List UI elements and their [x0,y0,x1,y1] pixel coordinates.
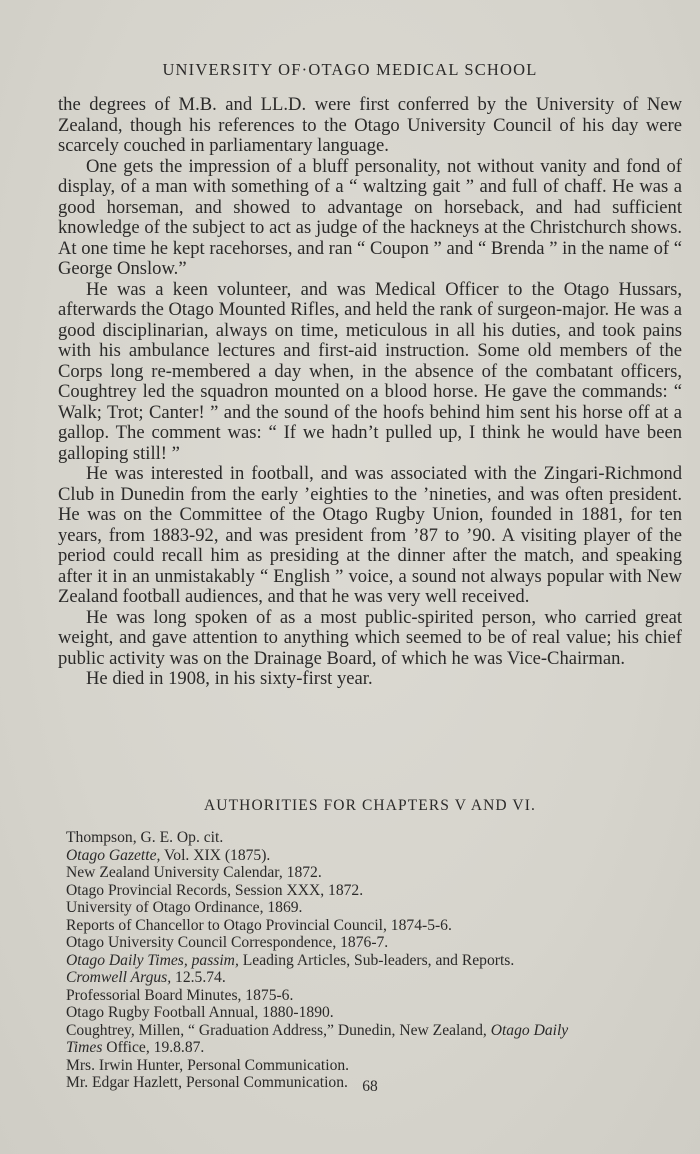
reference-item: Otago Provincial Records, Session XXX, 1872. [66,881,364,899]
reference-item: Professorial Board Minutes, 1875-6. [66,986,294,1004]
reference-item: Otago University Council Correspondence, 1876-7. [66,934,389,951]
body-text [58,95,682,690]
reference-item: Otago Gazette, Vol. XIX (1875). [66,846,271,864]
section-heading: AUTHORITIES FOR CHAPTERS V AND VI. [204,797,536,814]
reference-item: Reports of Chancellor to Otago Provincial Council, 1874-5-6. [66,916,452,934]
paragraph: the degrees of M.B. and LL.D. were first conferred by the University of New Zealand, though his references to the Otago University Council of his day were scarcely couched in parliamentary language. [58,94,682,156]
paragraph: He was a keen volunteer, and was Medical Officer to the Otago Hussars, afterwards the Otago Mounted Rifles, and held the rank of surgeon-major. He was a good disciplinarian, always on time, meticulous in all his duties, and took pains with his ambulance lectures and first-aid instruction. Some old members of the Corps long re-membered a day when, in the absence of the combatant officers, Coughtrey led the squadron mounted on a blood horse. He gave the commands: “ Walk; Trot; Canter! ” and the sound of the hoofs behind him sent his horse off at a gallop. The comment was: “ If we hadn’t pulled up, I think he would have been galloping still! ” [58,278,682,464]
paragraph: One gets the impression of a bluff personality, not without vanity and fond of display, of a man with something of a “ waltzing gait ” and full of chaff. He was a good horseman, and showed to advantage on horseback, and had sufficient knowledge of the subject to act as judge of the hackneys at the Christchurch shows. At one time he kept racehorses, and ran “ Coupon ” and “ Brenda ” in the name of “ George Onslow.” [58,155,682,279]
reference-item: Otago Daily Times, passim, Leading Articles, Sub-leaders, and Reports. [66,951,515,969]
reference-item: Otago Rugby Football Annual, 1880-1890. [66,1004,334,1021]
running-head: UNIVERSITY OF·OTAGO MEDICAL SCHOOL [162,60,538,79]
paragraph: He was interested in football, and was associated with the Zingari-Richmond Club in Dunedin from the early ’eighties to the ’nineties, and was often president. He was on the Committee of the Otago Rugby Union, founded in 1881, for ten years, from 1883-92, and was president from ’87 to ’90. A visiting player of the period could recall him as presiding at the dinner after the match, and speaking after it in an unmistakably “ English ” voice, a sound not always popular with New Zealand football audiences, and that he was very well received. [58,463,682,607]
reference-item: Coughtrey, Millen, “ Graduation Address,” Dunedin, New Zealand, Otago Daily Times Office, 19.8.87. [66,1021,569,1056]
reference-item: Thompson, G. E. Op. cit. [66,829,224,846]
page-number: 68 [362,1078,378,1095]
reference-item: New Zealand University Calendar, 1872. [66,864,322,881]
reference-item: University of Otago Ordinance, 1869. [66,899,303,916]
reference-list [66,829,696,1092]
reference-item: Mr. Edgar Hazlett, Personal Communication. [66,1074,348,1091]
paragraph: He was long spoken of as a most public-spirited person, who carried great weight, and gave attention to anything which seemed to be of real value; his chief public activity was on the Drainage Board, of which he was Vice-Chairman. [58,606,682,669]
reference-item: Cromwell Argus, 12.5.74. [66,969,226,986]
reference-item: Mrs. Irwin Hunter, Personal Communication. [66,1056,350,1074]
paragraph: He died in 1908, in his sixty-first year. [86,668,373,689]
